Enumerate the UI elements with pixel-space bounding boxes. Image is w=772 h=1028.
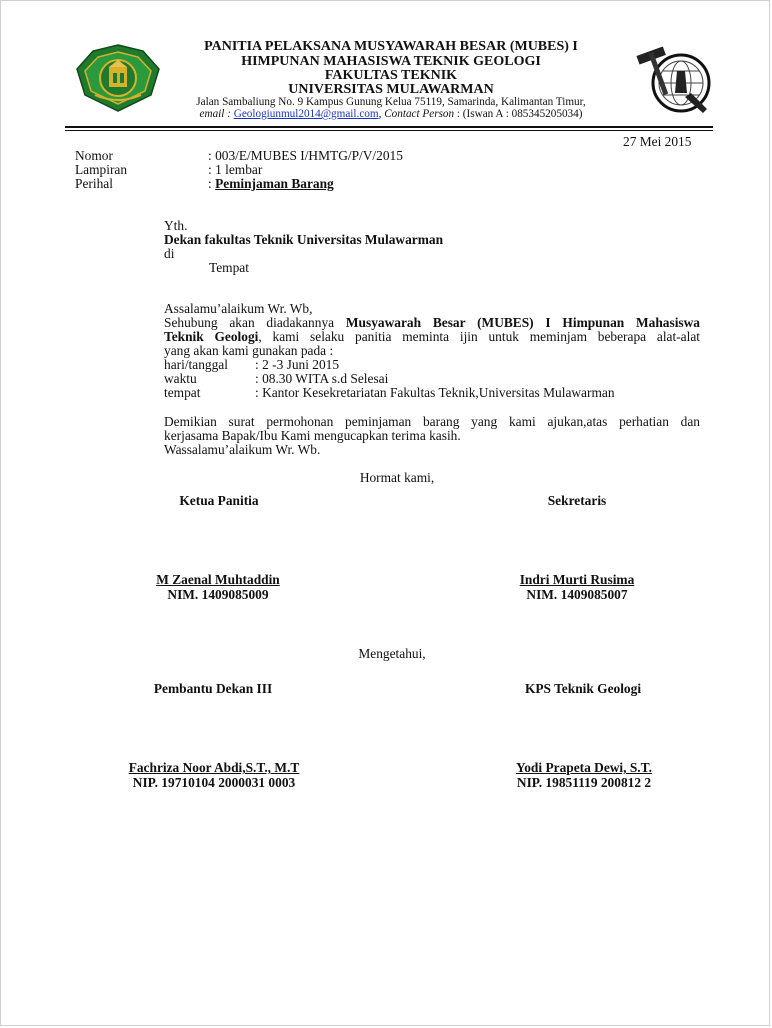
letter-date: 27 Mei 2015: [623, 134, 692, 149]
perihal-row: [208, 177, 334, 191]
recipient-name: Dekan fakultas Teknik Universitas Mulawarman: [164, 232, 444, 247]
hormat-kami: Hormat kami,: [359, 470, 435, 485]
email-label: email :: [199, 108, 231, 120]
letterhead-title-4: UNIVERSITAS MULAWARMAN: [288, 82, 494, 97]
nomor-value: : 003/E/MUBES I/HMTG/P/V/2015: [208, 148, 403, 163]
yth-label: Yth.: [164, 218, 188, 233]
geology-hammer-globe-icon: [631, 43, 713, 117]
mengetahui: Mengetahui,: [358, 646, 426, 661]
lampiran-label: Lampiran: [75, 162, 128, 177]
university-crest-icon: [75, 43, 161, 113]
paragraph-line-1: [164, 316, 700, 330]
signer-name-secretary: Indri Murti Rusima: [519, 572, 635, 587]
signer-name-chair: M Zaenal Muhtaddin: [156, 572, 280, 587]
signer-id-vice-dean: NIP. 19710104 2000031 0003: [132, 775, 296, 790]
detail-place-value: : Kantor Kesekretariatan Fakultas Teknik,Universitas Mulawarman: [255, 385, 615, 400]
closing-line-1: Demikian surat permohonan peminjaman barang yang kami ajukan,atas perhatian dan: [164, 414, 700, 429]
letterhead-title-2: HIMPUNAN MAHASISWA TEKNIK GEOLOGI: [241, 54, 541, 69]
paragraph-1b: , kami selaku panitia meminta ijin untuk meminjam beberapa alat-alat: [258, 329, 700, 344]
detail-date-label: hari/tanggal: [164, 357, 228, 372]
detail-time-value: : 08.30 WITA s.d Selesai: [255, 371, 389, 386]
perihal-label: Perihal: [75, 176, 113, 191]
letterhead-address: Jalan Sambaliung No. 9 Kampus Gunung Kelua 75119, Samarinda, Kalimantan Timur,: [196, 96, 586, 108]
signer-id-secretary: NIM. 1409085007: [526, 587, 628, 602]
event-name-part-1: Musyawarah Besar (MUBES) I Himpunan Mahasiswa: [345, 315, 700, 330]
nomor-label: Nomor: [75, 148, 113, 163]
email-link[interactable]: Geologiunmul2014@gmail.com: [233, 108, 379, 120]
signer-name-kps: Yodi Prapeta Dewi, S.T.: [516, 760, 652, 775]
lampiran-value: : 1 lembar: [208, 162, 263, 177]
detail-date-value: : 2 -3 Juni 2015: [255, 357, 340, 372]
contact-person-value: : (Iswan A : 085345205034): [456, 108, 583, 120]
letterhead-divider-thick: [65, 126, 713, 128]
signer-title-chair: Ketua Panitia: [179, 493, 259, 508]
contact-separator: ,: [378, 108, 382, 120]
perihal-value: Peminjaman Barang: [215, 176, 334, 191]
contact-person-label: Contact Person: [384, 108, 455, 120]
paragraph-line-3: yang akan kami gunakan pada :: [164, 343, 334, 358]
signer-id-chair: NIM. 1409085009: [167, 587, 269, 602]
event-name-part-2: Teknik Geologi: [164, 329, 259, 344]
letterhead-title-1: PANITIA PELAKSANA MUSYAWARAH BESAR (MUBES) I: [204, 39, 578, 54]
paragraph-line-2: [164, 330, 700, 344]
signer-name-vice-dean: Fachriza Noor Abdi,S.T., M.T: [128, 760, 300, 775]
closing-line-3: Wassalamu’alaikum Wr. Wb.: [164, 442, 321, 457]
signer-title-vice-dean: Pembantu Dekan III: [153, 681, 273, 696]
closing-line-2: kerjasama Bapak/Ibu Kami mengucapkan terima kasih.: [164, 428, 461, 443]
signer-title-secretary: Sekretaris: [547, 493, 607, 508]
recipient-di: di: [164, 246, 175, 261]
signer-title-kps: KPS Teknik Geologi: [524, 681, 642, 696]
detail-place-label: tempat: [164, 385, 201, 400]
signer-id-kps: NIP. 19851119 200812 2: [516, 775, 652, 790]
letterhead-contact: [161, 108, 621, 120]
letterhead-divider-thin: [65, 130, 713, 131]
perihal-colon: :: [208, 176, 212, 191]
letterhead-title-3: FAKULTAS TEKNIK: [324, 68, 458, 83]
greeting: Assalamu’alaikum Wr. Wb,: [164, 301, 313, 316]
paragraph-1a: Sehubung akan diadakannya: [164, 315, 335, 330]
recipient-tempat: Tempat: [209, 260, 249, 275]
detail-time-label: waktu: [164, 371, 197, 386]
